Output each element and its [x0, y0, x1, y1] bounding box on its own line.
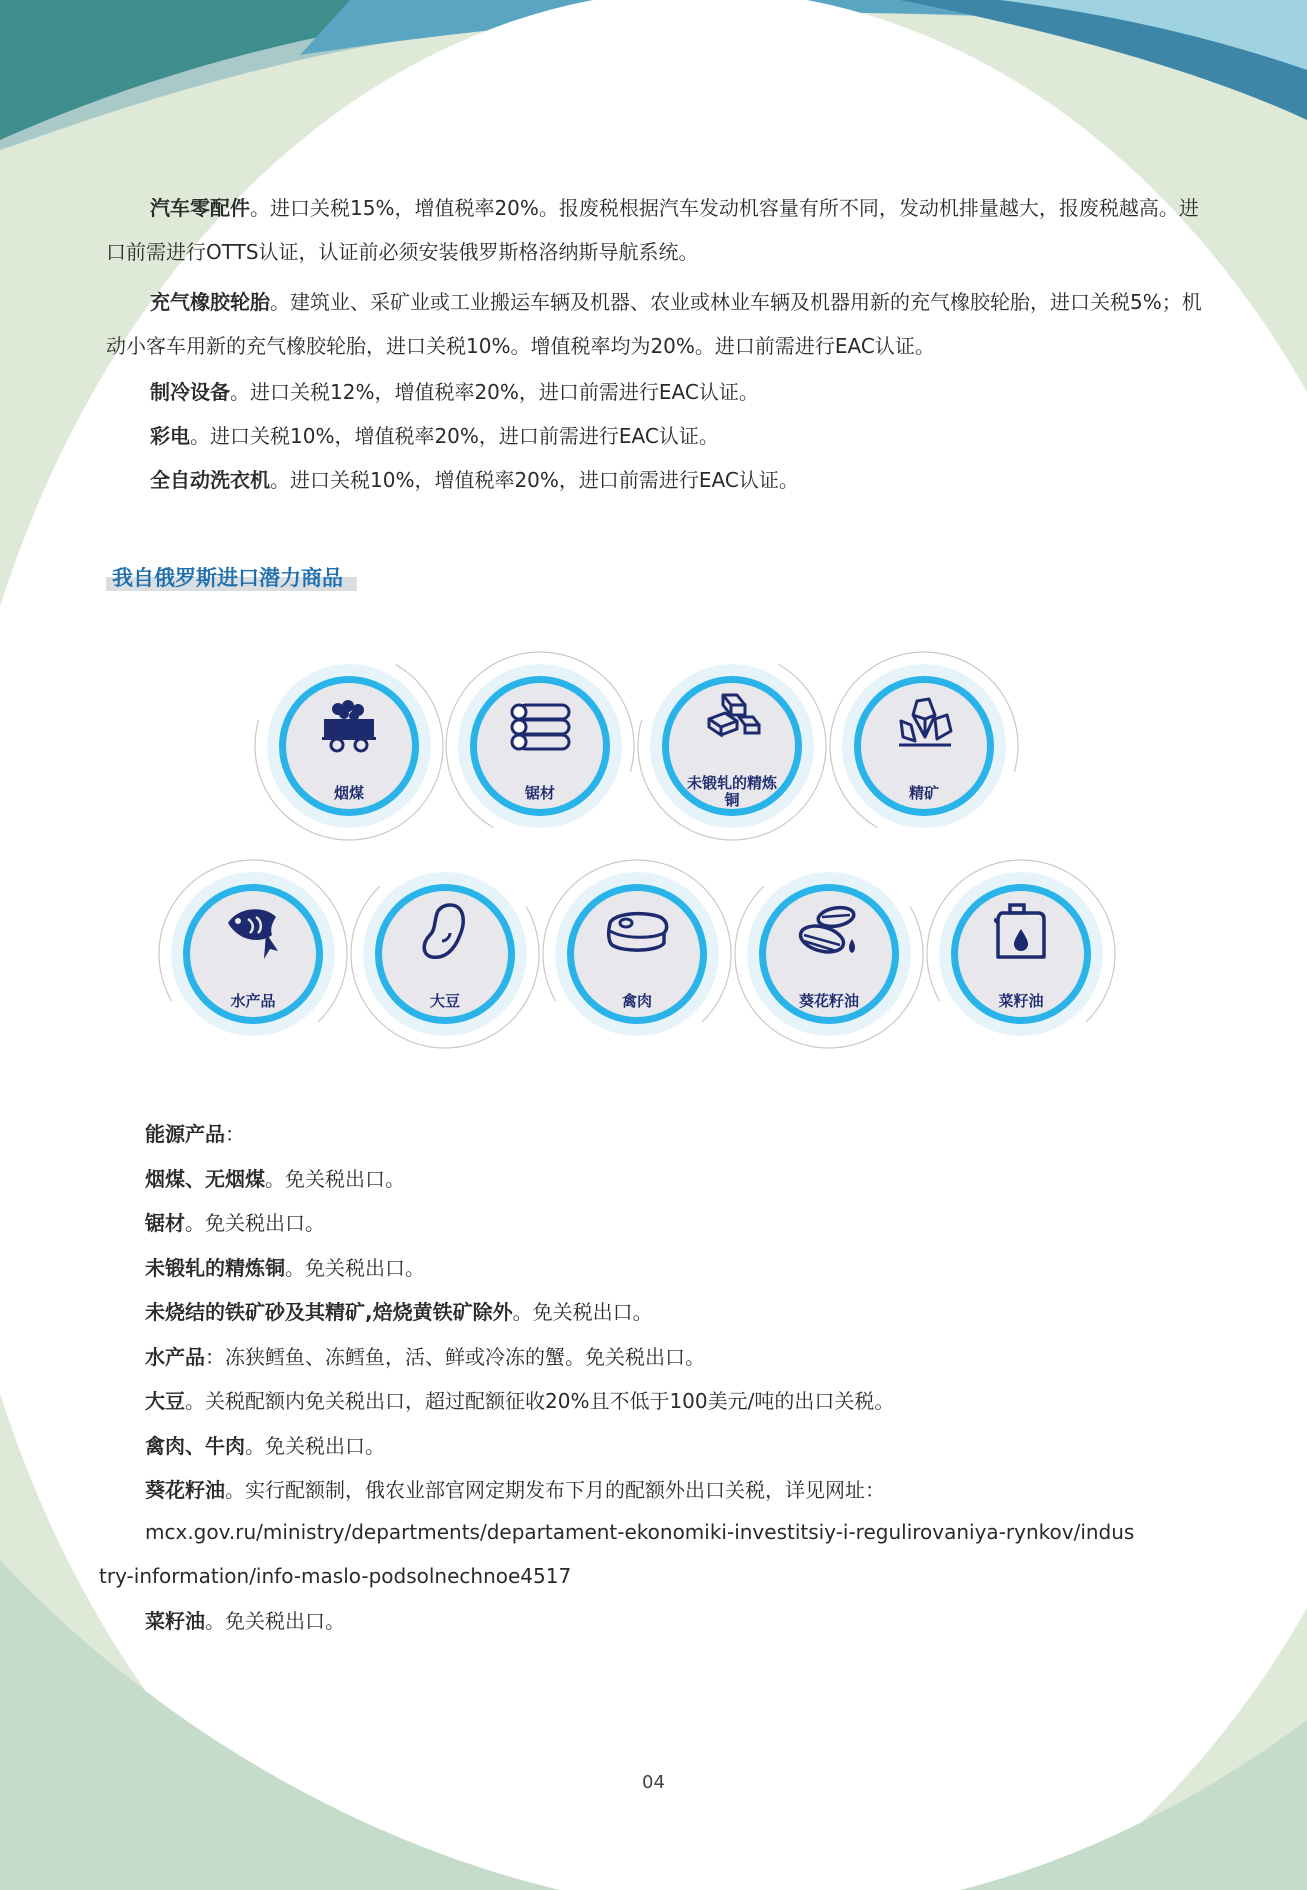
intro-lead: 制冷设备: [150, 380, 230, 404]
section-title-text: 我自俄罗斯进口潜力商品: [112, 566, 343, 590]
list-text: 。关税配额内免关税出口，超过配额征收20%且不低于100美元/吨的出口关税。: [185, 1389, 895, 1413]
list-coal: [145, 1164, 405, 1194]
meat-steak-icon: [604, 911, 670, 955]
product-soybean: [350, 859, 540, 1049]
intro-text: 。进口关税15%，增值税率20%。报废税根据汽车发动机容量有所不同，发动机排量越大，报废税越高。进口前需进行OTTS认证，认证前必须安装俄罗斯格洛纳斯导航系统。: [106, 196, 1199, 264]
intro-text: 。进口关税12%，增值税率20%，进口前需进行EAC认证。: [230, 380, 759, 404]
lumber-logs-icon: [507, 703, 573, 751]
list-copper: [145, 1253, 425, 1283]
list-lead: 能源产品: [145, 1122, 225, 1146]
list-seafood: [145, 1342, 705, 1372]
sunflower-seeds-icon: [796, 903, 862, 961]
oil-canister-icon: [994, 901, 1048, 963]
product-sunflower-oil: [734, 859, 924, 1049]
product-label: 烟煤: [333, 784, 364, 802]
list-lead: 葵花籽油: [145, 1478, 225, 1502]
list-lead: 大豆: [145, 1389, 185, 1413]
page-number: 04: [642, 1772, 665, 1793]
product-grid: [0, 640, 1307, 1060]
product-label: 精矿: [908, 784, 939, 802]
list-meat: [145, 1431, 385, 1461]
list-sunflower-oil: [145, 1475, 885, 1505]
list-lead: 未烧结的铁矿砂及其精矿,焙烧黄铁矿除外: [145, 1300, 513, 1324]
product-label: 菜籽油: [998, 992, 1044, 1010]
list-lead: 未锻轧的精炼铜: [145, 1256, 285, 1280]
fish-icon: [224, 903, 284, 961]
intro-text: 。建筑业、采矿业或工业搬运车辆及机器、农业或林业车辆及机器用新的充气橡胶轮胎，进口关税5%；机动小客车用新的充气橡胶轮胎，进口关税10%。增值税率均为20%。进口前需进行EAC认证。: [106, 290, 1202, 358]
list-energy: [145, 1119, 245, 1149]
list-text: 。免关税出口。: [185, 1211, 325, 1235]
list-text: 。免关税出口。: [512, 1300, 653, 1324]
list-text: 。免关税出口。: [285, 1256, 425, 1280]
intro-washer: [106, 458, 1206, 502]
product-ore: [829, 651, 1019, 841]
intro-tires: [106, 280, 1206, 368]
intro-lead: 汽车零配件: [150, 196, 250, 220]
product-label: 锯材: [524, 784, 555, 802]
intro-auto-parts: [106, 186, 1206, 274]
product-poultry: [542, 859, 732, 1049]
list-lead: 水产品: [145, 1345, 205, 1369]
coal-cart-icon: [320, 699, 378, 753]
intro-lead: 全自动洗衣机: [150, 468, 270, 492]
soybean-icon: [420, 901, 470, 963]
product-copper: [637, 651, 827, 841]
intro-refrigeration: [106, 370, 1206, 414]
list-text: ：: [225, 1122, 245, 1146]
list-rapeseed-oil: [145, 1606, 345, 1636]
product-rapeseed-oil: [926, 859, 1116, 1049]
list-lead: 烟煤、无烟煤: [145, 1167, 265, 1191]
list-lead: 菜籽油: [145, 1609, 205, 1633]
list-soybean: [145, 1386, 894, 1416]
section-title: [106, 563, 349, 593]
intro-tv: [106, 414, 1206, 458]
sunflower-oil-url-line-2[interactable]: try-information/info-maslo-podsolnechnoe4517: [99, 1564, 572, 1588]
copper-ingots-icon: [703, 691, 763, 741]
list-iron-ore: [145, 1297, 653, 1327]
intro-text: 。进口关税10%，增值税率20%，进口前需进行EAC认证。: [270, 468, 799, 492]
list-lead: 禽肉、牛肉: [145, 1434, 245, 1458]
list-text: ：冻狭鳕鱼、冻鳕鱼，活、鲜或冷冻的蟹。免关税出口。: [205, 1345, 705, 1369]
intro-lead: 充气橡胶轮胎: [150, 290, 270, 314]
intro-lead: 彩电: [150, 424, 190, 448]
list-text: 。免关税出口。: [205, 1609, 345, 1633]
ore-crystal-icon: [895, 697, 955, 751]
product-coal: [254, 651, 444, 841]
product-lumber: [445, 651, 635, 841]
product-label: 水产品: [230, 992, 276, 1010]
product-label: 未锻轧的精炼铜: [686, 774, 777, 809]
list-text: 。免关税出口。: [245, 1434, 385, 1458]
product-label: 大豆: [429, 992, 460, 1010]
list-lead: 锯材: [145, 1211, 185, 1235]
list-text: 。免关税出口。: [265, 1167, 405, 1191]
intro-text: 。进口关税10%，增值税率20%，进口前需进行EAC认证。: [190, 424, 719, 448]
product-label: 禽肉: [621, 992, 652, 1010]
list-lumber: [145, 1208, 325, 1238]
sunflower-oil-url-line-1[interactable]: mcx.gov.ru/ministry/departments/departament-ekonomiki-investitsiy-i-regulirovaniya-rynkov/indus: [145, 1520, 1135, 1544]
product-label: 葵花籽油: [798, 992, 859, 1010]
list-text: 。实行配额制，俄农业部官网定期发布下月的配额外出口关税，详见网址：: [225, 1478, 885, 1502]
product-seafood: [158, 859, 348, 1049]
